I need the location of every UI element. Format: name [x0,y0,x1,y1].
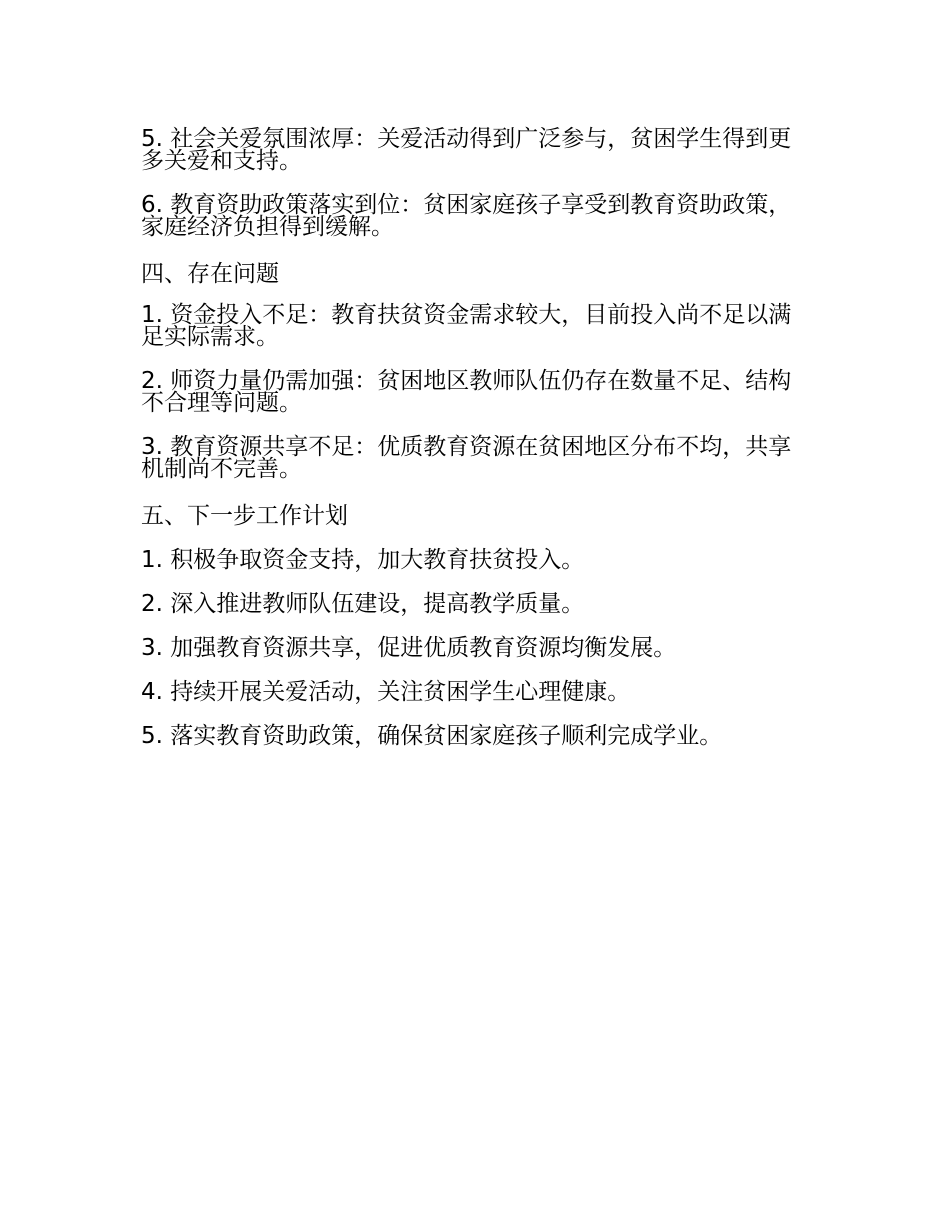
plan-item-teachers: 2. 深入推进教师队伍建设，提高教学质量。 [141,591,585,617]
paragraph-social-care: 5. 社会关爱氛围浓厚：关爱活动得到广泛参与，贫困学生得到更多关爱和支持。 [141,126,792,174]
section-heading-problems: 四、存在问题 [141,261,279,287]
plan-item-care: 4. 持续开展关爱活动，关注贫困学生心理健康。 [141,679,631,705]
paragraph-funding-shortage: 1. 资金投入不足：教育扶贫资金需求较大，目前投入尚不足以满足实际需求。 [141,302,792,350]
document-body [141,128,796,766]
plan-item-resources: 3. 加强教育资源共享，促进优质教育资源均衡发展。 [141,635,677,661]
plan-item-funding: 1. 积极争取资金支持，加大教育扶贫投入。 [141,547,585,573]
plan-item-aid: 5. 落实教育资助政策，确保贫困家庭孩子顺利完成学业。 [141,723,723,749]
paragraph-teacher-strength: 2. 师资力量仍需加强：贫困地区教师队伍仍存在数量不足、结构不合理等问题。 [141,368,792,416]
paragraph-resource-sharing: 3. 教育资源共享不足：优质教育资源在贫困地区分布不均，共享机制尚不完善。 [141,434,792,482]
section-heading-next-steps: 五、下一步工作计划 [141,503,348,529]
paragraph-aid-policy: 6. 教育资助政策落实到位：贫困家庭孩子享受到教育资助政策，家庭经济负担得到缓解。 [141,192,792,240]
